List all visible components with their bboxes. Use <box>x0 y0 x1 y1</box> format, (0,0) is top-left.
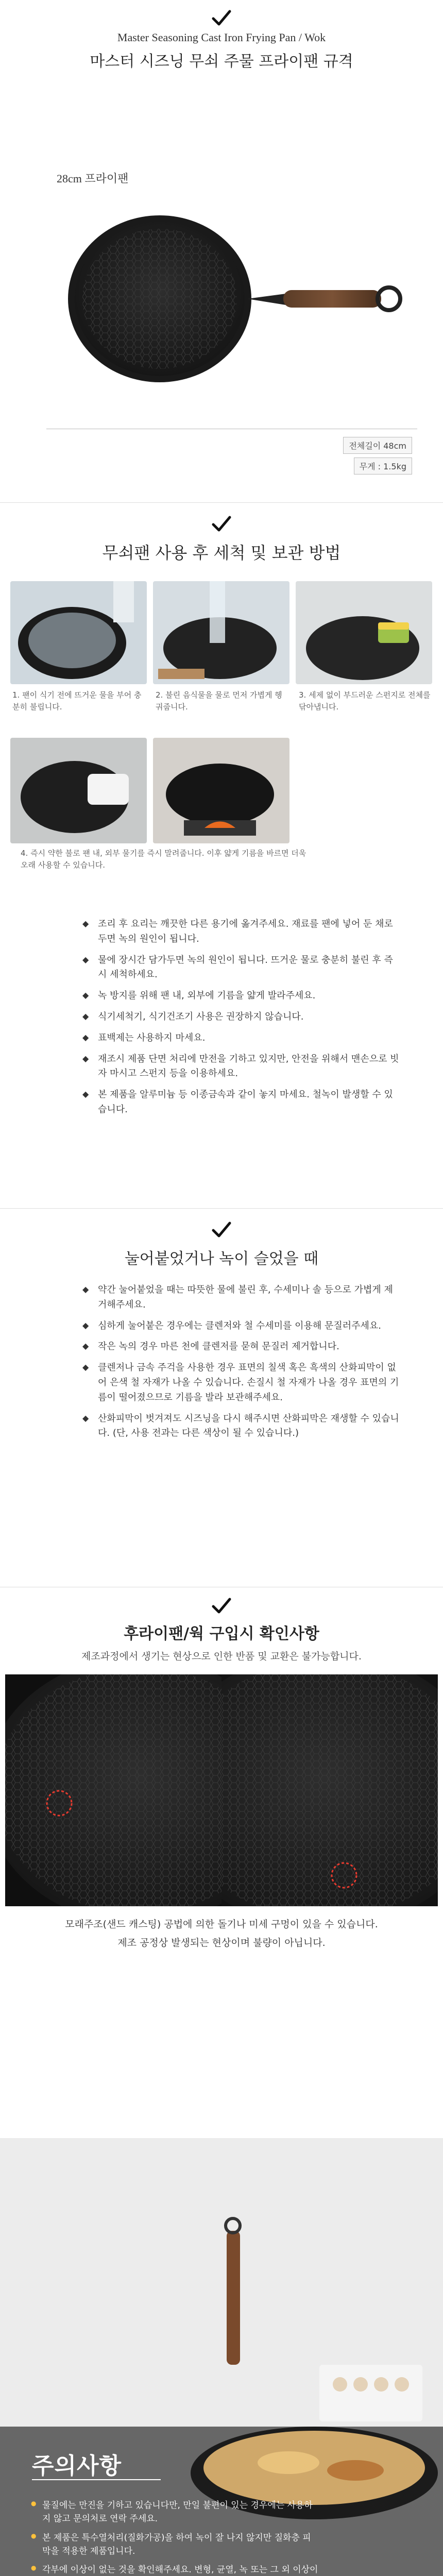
purchase-note-1: 모래주조(샌드 캐스팅) 공법에 의한 돌기나 미세 구멍이 있을 수 있습니다. <box>65 1919 378 1930</box>
wash-section <box>0 515 443 1206</box>
purchase-title: 후라이팬/웍 구입시 확인사항 <box>124 1625 319 1643</box>
step-caption-3: 3. 세제 없이 부드러운 스펀지로 전체를 닦아냅니다. <box>299 690 431 712</box>
list-item: ◆ 심하게 눌어붙은 경우에는 클렌저와 철 수세미를 이용해 문질러주세요. <box>82 1319 402 1334</box>
list-item: ◆ 재조시 제품 단면 처리에 만전을 기하고 있지만, 안전을 위해서 맨손으로 빗자 마시고 스펀지 등을 이용하세요. <box>82 1052 402 1082</box>
pan-surface-photo-2 <box>222 1674 438 1906</box>
rust-tips-list <box>82 1283 402 1447</box>
purchase-note-2: 제조 공정상 발생되는 현상이며 불량이 아닙니다. <box>117 1937 326 1948</box>
list-item: ● 물질에는 만진을 기하고 있습니다만, 만일 불편이 있는 경우에는 사용하지 않고 문의처로 연락 주세요. <box>31 2499 319 2526</box>
check-icon <box>211 1221 232 1239</box>
list-item: ● 각부에 이상이 없는 것을 확인해주세요. 변형, 균열, 녹 또는 그 외 이상이 <box>31 2563 319 2576</box>
spec-title-ko: 마스터 시즈닝 무쇠 주물 프라이팬 규격 <box>90 53 353 71</box>
step-photo-1 <box>10 581 147 684</box>
divider <box>0 1208 443 1209</box>
list-item: ◆ 약간 눌어붙었을 때는 따뜻한 물에 불린 후, 수세미나 솔 등으로 가볍게 제거해주세요. <box>82 1283 402 1313</box>
list-item: ◆ 클렌저나 금속 주걱을 사용한 경우 표면의 칠색 혹은 흑색의 산화피막이 없어 은색 철 자재가 나올 수 있습니다. 손질시 철 자재가 나올 경우 표면의 기름이 떨어졌으므로 기름을 발라 보관해주세요. <box>82 1361 402 1405</box>
caution-list <box>31 2499 319 2576</box>
frying-pan-image <box>52 196 412 402</box>
step-photo-3 <box>296 581 432 684</box>
size-label: 28cm 프라이팬 <box>57 172 129 185</box>
check-icon <box>211 515 232 533</box>
pan-surface-photo-1 <box>5 1674 222 1906</box>
list-item: ◆ 식기세척기, 식기건조기 사용은 권장하지 않습니다. <box>82 1010 402 1025</box>
step-caption-4: 4. 즉시 약한 불로 팬 내, 외부 물기를 즉시 말려줍니다. 이후 얇게 기름을 바르면 더욱 오래 사용할 수 있습니다. <box>21 849 306 870</box>
list-item: ◆ 본 제품을 알루미늄 등 이종금속과 같이 놓지 마세요. 철녹이 발생할 수 있습니다. <box>82 1088 402 1117</box>
check-icon <box>211 1597 232 1615</box>
list-item: ◆ 물에 장시간 담가두면 녹의 원인이 됩니다. 뜨거운 물로 충분히 불린 후 즉시 세척하세요. <box>82 953 402 983</box>
list-item: ● 본 제품은 특수열처리(질화가공)을 하여 녹이 잘 나지 않지만 질화층 피막을 적용한 제품입니다. <box>31 2531 319 2558</box>
rust-title: 눌어붙었거나 녹이 슬었을 때 <box>124 1250 319 1268</box>
divider <box>0 502 443 503</box>
rust-section <box>0 1221 443 1592</box>
step-photo-4a <box>10 738 147 843</box>
purchase-section <box>0 1597 443 2133</box>
list-item: ◆ 산화피막이 벗겨져도 시즈닝을 다시 해주시면 산화피막은 재생할 수 있습니다. (단, 사용 전과는 다른 색상이 될 수 있습니다.) <box>82 1412 402 1442</box>
list-item: ◆ 조리 후 요리는 깨끗한 다른 용기에 옮겨주세요. 재료를 팬에 넣어 둔 채로 두면 녹의 원인이 됩니다. <box>82 917 402 947</box>
weight-label: 무게 : 1.5kg <box>354 457 412 474</box>
caution-section <box>0 2138 443 2576</box>
caution-underline <box>32 2479 161 2480</box>
list-item: ◆ 작은 녹의 경우 마른 천에 클렌저를 묻혀 문질러 제거합니다. <box>82 1340 402 1354</box>
list-item: ◆ 녹 방지를 위해 팬 내, 외부에 기름을 얇게 발라주세요. <box>82 989 402 1004</box>
step-photo-4b <box>153 738 289 843</box>
step-photo-2 <box>153 581 289 684</box>
purchase-subtitle: 제조과정에서 생기는 현상으로 인한 반품 및 교환은 불가능합니다. <box>81 1651 362 1662</box>
spec-title-en: Master Seasoning Cast Iron Frying Pan / Wok <box>117 31 326 44</box>
spec-section <box>0 0 443 495</box>
wash-title: 무쇠팬 사용 후 세척 및 보관 방법 <box>102 543 341 563</box>
step-caption-1: 1. 팬이 식기 전에 뜨거운 물을 부어 충분히 불립니다. <box>12 690 142 712</box>
caution-title: 주의사항 <box>32 2453 122 2479</box>
check-icon <box>211 9 232 27</box>
list-item: ◆ 표백제는 사용하지 마세요. <box>82 1031 402 1046</box>
total-length-label: 전체길이 48cm <box>343 437 412 454</box>
wash-tips-list <box>82 917 402 1124</box>
step-caption-2: 2. 불린 음식물을 물로 먼저 가볍게 헹궈줍니다. <box>156 690 282 712</box>
